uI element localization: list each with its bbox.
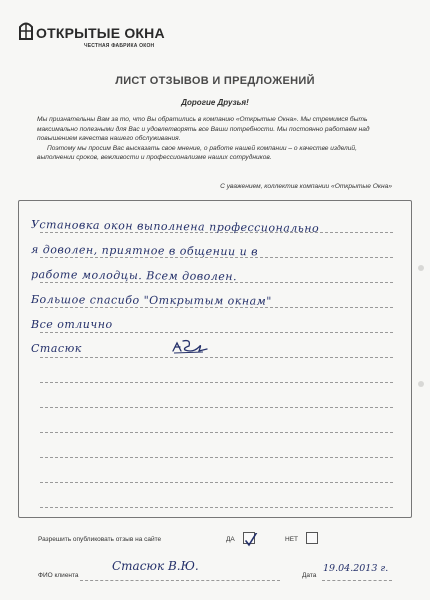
ruled-line — [40, 432, 393, 433]
greeting: Дорогие Друзья! — [181, 98, 249, 107]
company-logo — [18, 18, 165, 50]
ruled-line — [40, 407, 393, 408]
handwritten-line-6: Стасюк — [31, 342, 82, 355]
punch-hole — [418, 265, 424, 271]
intro-paragraph-2: Поэтому мы просим Вас высказать свое мнение, о работе нашей компании – о качестве изделий, выполнении сроков, вежливости и профессионализме наших сотрудников. — [37, 144, 357, 162]
handwritten-line-3: работе молодцы. Всем доволен. — [30, 268, 238, 284]
ruled-line — [40, 482, 393, 483]
intro-text — [37, 115, 395, 163]
client-name-value[interactable]: Стасюк В.Ю. — [112, 559, 199, 573]
client-name-line — [80, 580, 280, 581]
window-logo-icon — [18, 20, 34, 40]
yes-label: ДА — [226, 536, 235, 543]
handwritten-line-4: Большое спасибо "Открытым окнам" — [30, 293, 272, 308]
ruled-line — [40, 457, 393, 458]
intro-paragraph-1: Мы признательны Вам за то, что Вы обратились в компанию «Открытые Окна». Мы стремимся быть максимально полезными для Вас и удовлетворять все Ваши потребности. Мы постоянно работаем над повышением качества нашего обслуживания. — [37, 116, 370, 143]
punch-hole — [418, 381, 424, 387]
handwritten-signature — [169, 337, 213, 357]
ruled-line — [40, 357, 393, 358]
no-checkbox[interactable] — [306, 532, 318, 544]
logo-tagline: ЧЕСТНАЯ ФАБРИКА ОКОН — [84, 43, 155, 49]
handwritten-line-1: Установка окон выполнена профессионально — [30, 218, 320, 236]
signoff: С уважением, коллектив компании «Открытые Окна» — [220, 183, 392, 190]
ruled-line — [40, 382, 393, 383]
client-name-label: ФИО клиента — [38, 572, 79, 579]
date-label: Дата — [302, 572, 317, 579]
feedback-box[interactable] — [18, 200, 412, 518]
ruled-line — [40, 507, 393, 508]
no-label: НЕТ — [285, 536, 298, 543]
handwritten-line-2: я доволен, приятное в общении и в — [30, 243, 259, 259]
yes-checkbox[interactable] — [243, 532, 255, 544]
publish-consent-label: Разрешить опубликовать отзыв на сайте — [38, 536, 162, 543]
handwritten-line-5: Все отлично — [31, 318, 113, 331]
ruled-line — [40, 332, 393, 333]
date-line — [322, 580, 392, 581]
form-title: ЛИСТ ОТЗЫВОВ И ПРЕДЛОЖЕНИЙ — [115, 75, 315, 87]
date-value[interactable]: 19.04.2013 г. — [323, 563, 389, 574]
logo-name: ОТКРЫТЫЕ ОКНА — [36, 25, 165, 41]
checkmark-icon — [244, 533, 260, 547]
